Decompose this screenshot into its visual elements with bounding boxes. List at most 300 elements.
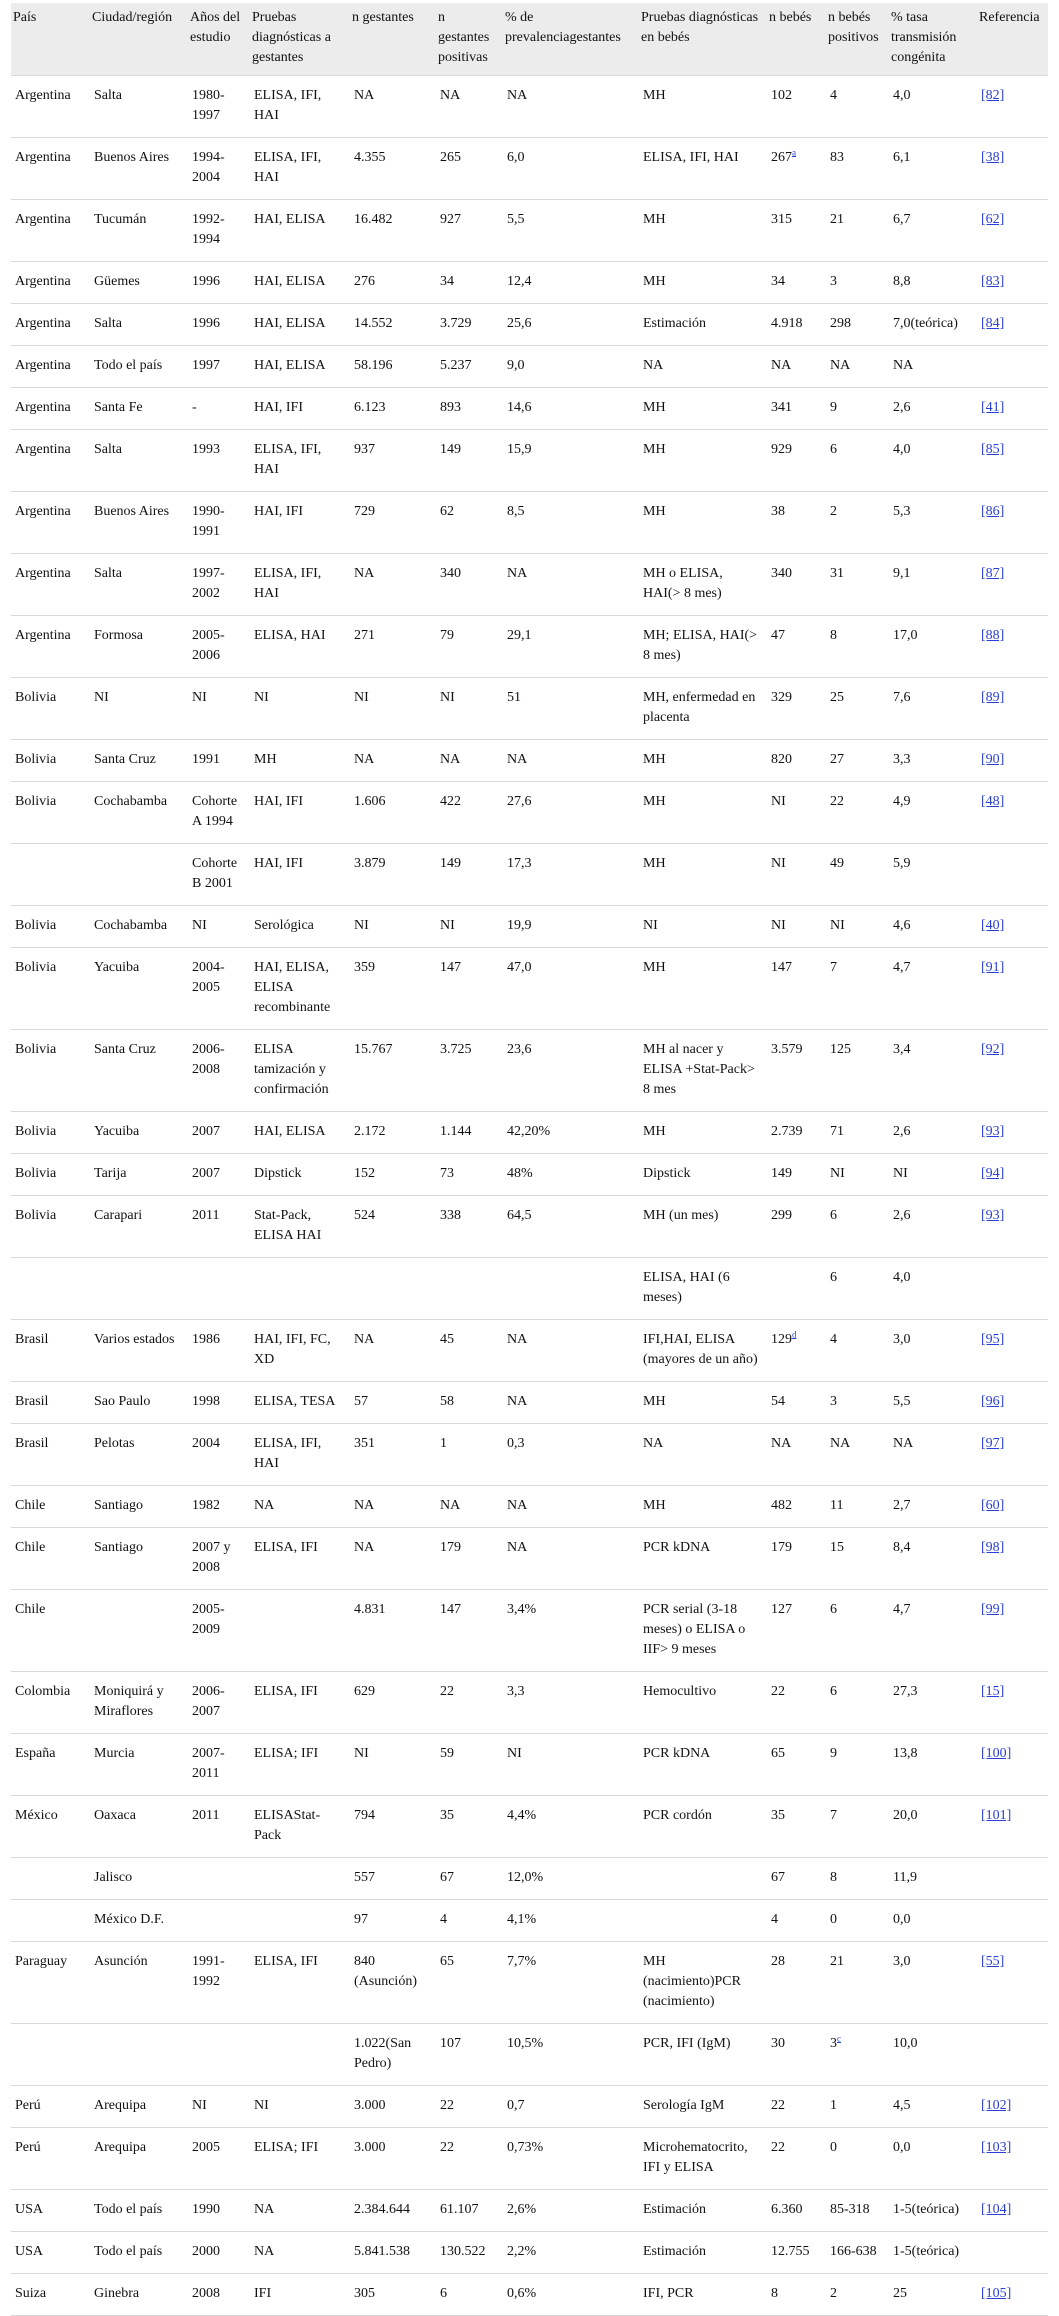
cell-text: 0 (830, 1912, 837, 1927)
table-cell (889, 1424, 977, 1486)
table-cell (188, 1590, 250, 1672)
table-cell (350, 1528, 436, 1590)
cell-text: 7 (830, 960, 837, 975)
table-cell (11, 554, 90, 616)
table-cell (826, 1258, 889, 1320)
table-row (11, 1486, 1048, 1528)
table-cell (767, 1424, 826, 1486)
cell-text: 2006-2007 (192, 1684, 225, 1719)
reference-link[interactable]: [15] (981, 1684, 1005, 1699)
table-cell (250, 2128, 350, 2190)
table-cell (11, 1196, 90, 1258)
table-cell (889, 2274, 977, 2316)
table-cell (889, 1258, 977, 1320)
table-cell (639, 2128, 767, 2190)
table-cell (90, 2024, 188, 2086)
table-row (11, 948, 1048, 1030)
table-cell (90, 2190, 188, 2232)
table-cell (639, 1734, 767, 1796)
cell-text: 47 (771, 628, 785, 643)
table-cell (826, 1734, 889, 1796)
reference-link[interactable]: [83] (981, 274, 1005, 289)
table-cell (90, 138, 188, 200)
table-cell (767, 1112, 826, 1154)
table-cell (436, 304, 503, 346)
cell-text: Brasil (15, 1394, 49, 1409)
reference-link[interactable]: [82] (981, 88, 1005, 103)
cell-text: 1997-2002 (192, 566, 225, 601)
reference-link[interactable]: [55] (981, 1954, 1005, 1969)
table-cell (436, 1424, 503, 1486)
table-row (11, 2024, 1048, 2086)
reference-link[interactable]: [48] (981, 794, 1005, 809)
table-cell (350, 1196, 436, 1258)
table-cell (188, 1112, 250, 1154)
table-cell (436, 554, 503, 616)
cell-text: ELISA, IFI (254, 1684, 318, 1699)
cell-text: 28 (771, 1954, 785, 1969)
table-cell (826, 1154, 889, 1196)
table-cell (767, 782, 826, 844)
table-cell (767, 1734, 826, 1796)
reference-link[interactable]: [87] (981, 566, 1005, 581)
table-row (11, 1424, 1048, 1486)
table-cell (11, 782, 90, 844)
footnote-link[interactable]: d (792, 1329, 797, 1340)
cell-text: 6 (830, 442, 837, 457)
table-row (11, 678, 1048, 740)
column-header: n gestantes positivas (436, 3, 503, 76)
table-row (11, 492, 1048, 554)
cell-text: Arequipa (94, 2140, 147, 2155)
table-cell (826, 2128, 889, 2190)
cell-text: 3 (830, 2036, 837, 2051)
table-cell (436, 1196, 503, 1258)
table-cell (350, 76, 436, 138)
reference-link[interactable]: [60] (981, 1498, 1005, 1513)
cell-text: 3 (830, 1394, 837, 1409)
table-cell (90, 1734, 188, 1796)
reference-link[interactable]: [90] (981, 752, 1005, 767)
table-cell (639, 138, 767, 200)
table-cell (350, 782, 436, 844)
table-cell (639, 740, 767, 782)
cell-text: 27 (830, 752, 844, 767)
cell-text: 341 (771, 400, 792, 415)
cell-text: 21 (830, 1954, 844, 1969)
table-cell (889, 430, 977, 492)
cell-text: 16.482 (354, 212, 393, 227)
cell-text: 271 (354, 628, 375, 643)
cell-text: NA (354, 1332, 375, 1347)
table-cell (767, 200, 826, 262)
table-cell (826, 1590, 889, 1672)
table-cell (90, 262, 188, 304)
cell-text: 3,0 (893, 1332, 911, 1347)
reference-cell (977, 2128, 1048, 2190)
table-cell (436, 430, 503, 492)
table-cell (503, 2190, 639, 2232)
cell-text: NI (507, 1746, 522, 1761)
cell-text: NA (354, 1540, 375, 1555)
table-cell (639, 1672, 767, 1734)
cell-text: 22 (440, 2098, 454, 2113)
cell-text: 2005-2006 (192, 628, 225, 663)
cell-text: MH; ELISA, HAI(> 8 mes) (643, 628, 758, 663)
table-cell (639, 1154, 767, 1196)
table-cell (767, 1196, 826, 1258)
table-cell (826, 782, 889, 844)
table-cell (889, 740, 977, 782)
table-cell (436, 2190, 503, 2232)
cell-text: 276 (354, 274, 375, 289)
reference-link[interactable]: [99] (981, 1602, 1005, 1617)
reference-cell (977, 1734, 1048, 1796)
cell-text: 49 (830, 856, 844, 871)
table-cell (350, 616, 436, 678)
cell-text: HAI, ELISA (254, 316, 326, 331)
table-cell (826, 1382, 889, 1424)
table-cell (889, 1154, 977, 1196)
cell-text: España (15, 1746, 56, 1761)
table-cell (188, 1196, 250, 1258)
reference-link[interactable]: [40] (981, 918, 1005, 933)
table-cell (90, 1528, 188, 1590)
table-cell (503, 1382, 639, 1424)
cell-text: 5,5 (507, 212, 525, 227)
table-cell (436, 138, 503, 200)
reference-link[interactable]: [88] (981, 628, 1005, 643)
cell-text: 130.522 (440, 2244, 486, 2259)
cell-text: 6 (440, 2286, 447, 2301)
footnote-link[interactable]: c (837, 2033, 841, 2044)
cell-text: NA (254, 1498, 275, 1513)
reference-link[interactable]: [103] (981, 2140, 1012, 2155)
cell-text: 340 (771, 566, 792, 581)
cell-text: 524 (354, 1208, 375, 1223)
table-cell (639, 1382, 767, 1424)
footnote-link[interactable]: a (792, 147, 796, 158)
cell-text: MH (643, 1498, 666, 1513)
cell-text: 729 (354, 504, 375, 519)
reference-link[interactable]: [98] (981, 1540, 1005, 1555)
cell-text: Perú (15, 2098, 41, 2113)
cell-text: 359 (354, 960, 375, 975)
cell-text: Jalisco (94, 1870, 133, 1885)
table-cell (826, 492, 889, 554)
cell-text: 6 (830, 1208, 837, 1223)
cell-text: HAI, ELISA (254, 274, 326, 289)
cell-text: 147 (440, 960, 461, 975)
reference-link[interactable]: [104] (981, 2202, 1012, 2217)
table-cell (350, 1672, 436, 1734)
cell-text: MH (643, 960, 666, 975)
cell-text: NA (507, 1498, 528, 1513)
table-cell (503, 2086, 639, 2128)
reference-link[interactable]: [62] (981, 212, 1005, 227)
cell-text: Cohorte B 2001 (192, 856, 238, 891)
reference-cell (977, 1796, 1048, 1858)
table-cell (90, 1424, 188, 1486)
cell-text: Argentina (15, 566, 71, 581)
table-cell (350, 1486, 436, 1528)
table-cell (11, 304, 90, 346)
table-cell (503, 1734, 639, 1796)
reference-link[interactable]: [100] (981, 1746, 1012, 1761)
table-cell (767, 1900, 826, 1942)
table-cell (188, 1154, 250, 1196)
table-cell (250, 554, 350, 616)
cell-text: 129 (771, 1332, 792, 1347)
table-cell (889, 1942, 977, 2024)
table-cell (250, 346, 350, 388)
table-cell (250, 844, 350, 906)
reference-link[interactable]: [93] (981, 1208, 1005, 1223)
cell-text: 0,3 (507, 1436, 525, 1451)
table-cell (11, 844, 90, 906)
reference-link[interactable]: [92] (981, 1042, 1005, 1057)
table-cell (826, 844, 889, 906)
cell-text: Argentina (15, 150, 71, 165)
cell-text: 15 (830, 1540, 844, 1555)
table-cell (90, 554, 188, 616)
cell-text: Santiago (94, 1540, 143, 1555)
cell-text: 31 (830, 566, 844, 581)
table-cell (11, 1258, 90, 1320)
table-cell (503, 1112, 639, 1154)
table-cell (767, 554, 826, 616)
reference-cell (977, 2274, 1048, 2316)
reference-link[interactable]: [41] (981, 400, 1005, 415)
cell-text: 2,6% (507, 2202, 537, 2217)
cell-text: 2.172 (354, 1124, 386, 1139)
cell-text: 9 (830, 1746, 837, 1761)
cell-text: 1-5(teórica) (893, 2202, 960, 2217)
cell-text: Bolivia (15, 918, 57, 933)
cell-text: 2007 (192, 1166, 220, 1181)
table-cell (639, 2190, 767, 2232)
reference-link[interactable]: [95] (981, 1332, 1005, 1347)
table-cell (826, 1528, 889, 1590)
table-cell (826, 430, 889, 492)
cell-text: 1986 (192, 1332, 220, 1347)
table-cell (436, 1030, 503, 1112)
reference-link[interactable]: [101] (981, 1808, 1012, 1823)
cell-text: 47,0 (507, 960, 532, 975)
table-cell (188, 388, 250, 430)
reference-cell (977, 678, 1048, 740)
table-cell (350, 948, 436, 1030)
cell-text: Murcia (94, 1746, 135, 1761)
table-cell (767, 1858, 826, 1900)
table-cell (250, 1858, 350, 1900)
reference-link[interactable]: [97] (981, 1436, 1005, 1451)
reference-link[interactable]: [105] (981, 2286, 1012, 2301)
table-cell (250, 740, 350, 782)
table-row (11, 1320, 1048, 1382)
table-cell (188, 1258, 250, 1320)
table-cell (767, 430, 826, 492)
cell-text: 149 (771, 1166, 792, 1181)
cell-text: Bolivia (15, 1208, 57, 1223)
cell-text: MH (643, 504, 666, 519)
cell-text: 1.606 (354, 794, 386, 809)
table-cell (639, 262, 767, 304)
table-row (11, 2274, 1048, 2316)
cell-text: 2005-2009 (192, 1602, 225, 1637)
cell-text: 2,6 (893, 1124, 911, 1139)
cell-text: ELISA, IFI (254, 1954, 318, 1969)
table-cell (436, 616, 503, 678)
reference-link[interactable]: [89] (981, 690, 1005, 705)
reference-link[interactable]: [94] (981, 1166, 1005, 1181)
table-cell (250, 1528, 350, 1590)
cell-text: 29,1 (507, 628, 532, 643)
cell-text: Argentina (15, 358, 71, 373)
cell-text: NA (507, 1332, 528, 1347)
cell-text: 893 (440, 400, 461, 415)
table-cell (436, 346, 503, 388)
cell-text: 0,0 (893, 2140, 911, 2155)
cell-text: Ginebra (94, 2286, 140, 2301)
reference-link[interactable]: [85] (981, 442, 1005, 457)
table-cell (436, 388, 503, 430)
cell-text: - (192, 400, 197, 415)
table-cell (436, 2232, 503, 2274)
cell-text: 3 (830, 274, 837, 289)
cell-text: 2004-2005 (192, 960, 225, 995)
table-cell (503, 1196, 639, 1258)
table-cell (826, 678, 889, 740)
cell-text: 6.360 (771, 2202, 803, 2217)
table-cell (767, 616, 826, 678)
table-cell (826, 1858, 889, 1900)
cell-text: NA (440, 88, 461, 103)
table-cell (350, 1900, 436, 1942)
cell-text: 3,3 (893, 752, 911, 767)
cell-text: 1 (440, 1436, 447, 1451)
table-cell (350, 2024, 436, 2086)
cell-text: Argentina (15, 212, 71, 227)
cell-text: 4,9 (893, 794, 911, 809)
table-cell (250, 430, 350, 492)
cell-text: 2,6 (893, 400, 911, 415)
cell-text: NA (893, 1436, 914, 1451)
table-cell (11, 138, 90, 200)
table-cell (250, 2024, 350, 2086)
cell-text: 1997 (192, 358, 220, 373)
reference-link[interactable]: [86] (981, 504, 1005, 519)
cell-text: 21 (830, 212, 844, 227)
table-cell (826, 906, 889, 948)
table-cell (90, 1900, 188, 1942)
cell-text: 59 (440, 1746, 454, 1761)
table-cell (188, 616, 250, 678)
cell-text: NA (771, 358, 792, 373)
reference-link[interactable]: [96] (981, 1394, 1005, 1409)
table-cell (826, 2086, 889, 2128)
table-cell (350, 1030, 436, 1112)
table-cell (889, 678, 977, 740)
cell-text: HAI, IFI (254, 856, 303, 871)
reference-cell (977, 2086, 1048, 2128)
table-cell (436, 948, 503, 1030)
cell-text: 1-5(teórica) (893, 2244, 960, 2259)
table-cell (90, 1858, 188, 1900)
table-cell (436, 1858, 503, 1900)
table-cell (436, 906, 503, 948)
table-cell (90, 906, 188, 948)
table-cell (250, 138, 350, 200)
table-cell (11, 2128, 90, 2190)
table-row (11, 906, 1048, 948)
reference-link[interactable]: [93] (981, 1124, 1005, 1139)
cell-text: MH (un mes) (643, 1208, 719, 1223)
cell-text: 2,6 (893, 1208, 911, 1223)
table-cell (436, 492, 503, 554)
cell-text: 937 (354, 442, 375, 457)
table-cell (767, 740, 826, 782)
table-cell (767, 2024, 826, 2086)
table-cell (90, 2232, 188, 2274)
table-cell (350, 388, 436, 430)
table-cell (90, 1112, 188, 1154)
cell-text: Salta (94, 566, 122, 581)
reference-cell (977, 1528, 1048, 1590)
cell-text: MH, enfermedad en placenta (643, 690, 756, 725)
table-cell (767, 1320, 826, 1382)
column-header: % tasa transmisión congénita (889, 3, 977, 76)
table-row (11, 1672, 1048, 1734)
cell-text: 179 (440, 1540, 461, 1555)
cell-text: 8,8 (893, 274, 911, 289)
table-cell (639, 2274, 767, 2316)
table-cell (503, 1154, 639, 1196)
reference-link[interactable]: [84] (981, 316, 1005, 331)
table-cell (188, 304, 250, 346)
cell-text: 22 (771, 1684, 785, 1699)
table-cell (350, 906, 436, 948)
reference-link[interactable]: [91] (981, 960, 1005, 975)
table-cell (250, 200, 350, 262)
table-cell (889, 782, 977, 844)
cell-text: Todo el país (94, 2202, 163, 2217)
reference-cell (977, 1320, 1048, 1382)
cell-text: Argentina (15, 274, 71, 289)
table-cell (503, 304, 639, 346)
cell-text: Cochabamba (94, 794, 168, 809)
cell-text: NI (192, 918, 207, 933)
cell-text: Bolivia (15, 690, 57, 705)
cell-text: 351 (354, 1436, 375, 1451)
table-cell (90, 346, 188, 388)
reference-link[interactable]: [102] (981, 2098, 1012, 2113)
cell-text: 3.729 (440, 316, 472, 331)
cell-text: Estimación (643, 2244, 706, 2259)
table-cell (11, 346, 90, 388)
cell-text: Dipstick (254, 1166, 302, 1181)
cell-text: 267 (771, 150, 792, 165)
cell-text: 35 (440, 1808, 454, 1823)
cell-text: 83 (830, 150, 844, 165)
reference-link[interactable]: [38] (981, 150, 1005, 165)
table-cell (436, 2128, 503, 2190)
table-cell (826, 1424, 889, 1486)
reference-cell (977, 346, 1048, 388)
cell-text: Bolivia (15, 960, 57, 975)
cell-text: Cohorte A 1994 (192, 794, 238, 829)
table-cell (767, 2190, 826, 2232)
